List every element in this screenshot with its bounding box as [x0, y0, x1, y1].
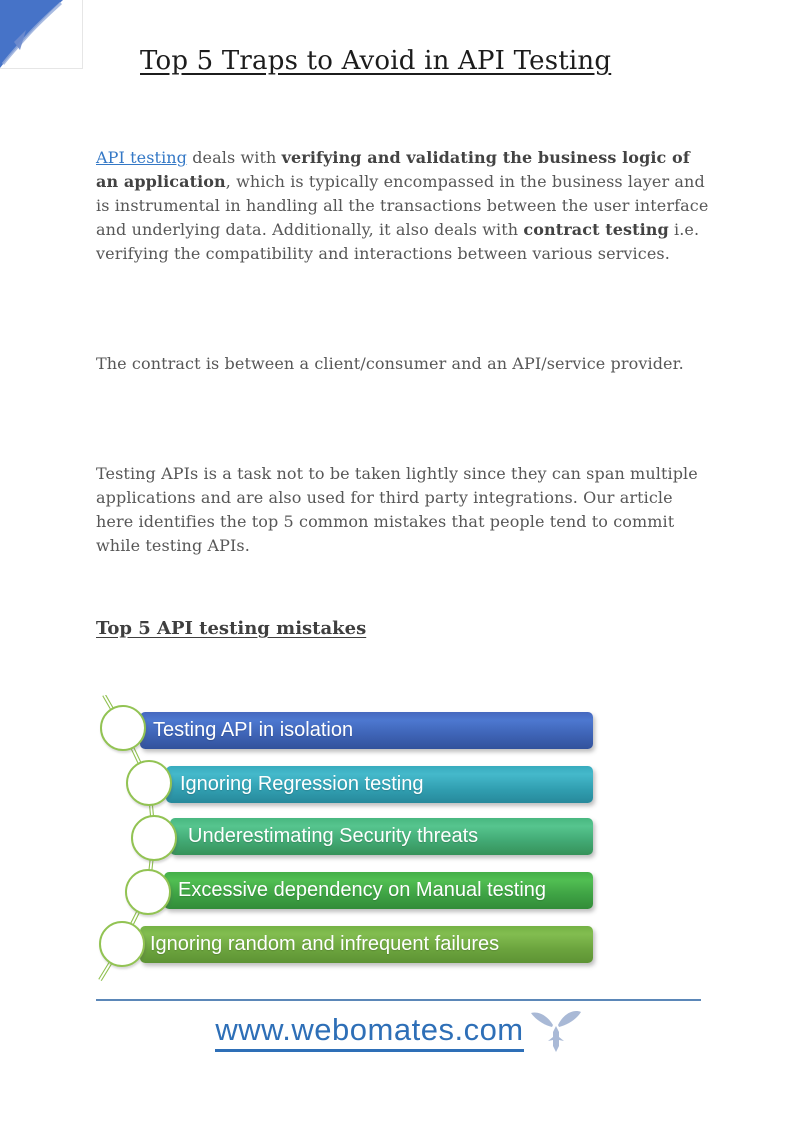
mistakes-diagram — [96, 695, 616, 990]
diagram-node-4 — [125, 869, 171, 915]
corner-frame — [0, 0, 83, 69]
api-testing-link[interactable]: API testing — [96, 148, 188, 167]
contract-paragraph: The contract is between a client/consumer and an API/service provider. — [96, 354, 684, 373]
diagram-banner-3 — [170, 818, 593, 855]
intro-text-3: i.e. verifying the compatibility and interactions between various services. — [96, 220, 700, 263]
page-title: Top 5 Traps to Avoid in API Testing — [140, 46, 612, 76]
section-heading: Top 5 API testing mistakes — [96, 618, 367, 639]
corner-swoosh-icon — [0, 0, 70, 70]
intro-text-1: deals with — [187, 148, 282, 167]
diagram-banner-5-label: Ignoring random and infrequent failures — [150, 933, 500, 955]
diagram-banner-4-label: Excessive dependency on Manual testing — [178, 879, 547, 901]
testing-apis-paragraph: Testing APIs is a task not to be taken lightly since they can span multiple applications and are also used for third party integrations. Our article here identifies the top 5 common mistakes that people tend to commit while testing APIs. — [96, 464, 698, 555]
diagram-node-1 — [100, 705, 146, 751]
footer — [96, 1012, 701, 1054]
footer-divider — [96, 999, 701, 1001]
intro-bold-1: verifying and validating the business logic of an application — [96, 148, 690, 191]
diagram-banner-3-label: Underestimating Security threats — [188, 825, 479, 847]
diagram-banner-1-label: Testing API in isolation — [153, 719, 354, 741]
diagram-banner-2 — [166, 766, 593, 803]
diagram-banner-4 — [164, 872, 593, 909]
diagram-node-2 — [126, 760, 172, 806]
diagram-node-5 — [99, 921, 145, 967]
diagram-node-3 — [131, 815, 177, 861]
website-link[interactable]: www.webomates.com — [215, 1012, 523, 1052]
intro-paragraph — [96, 146, 710, 266]
diagram-banner-1 — [140, 712, 593, 749]
webomates-logo-icon — [530, 1008, 582, 1054]
diagram-banner-5 — [140, 926, 593, 963]
intro-text-2: , which is typically encompassed in the business layer and is instrumental in handling all the transactions between the user interface and underlying data. Additionally, it also deals with — [96, 172, 709, 239]
diagram-banner-2-label: Ignoring Regression testing — [180, 773, 424, 795]
intro-bold-2: contract testing — [523, 220, 669, 239]
